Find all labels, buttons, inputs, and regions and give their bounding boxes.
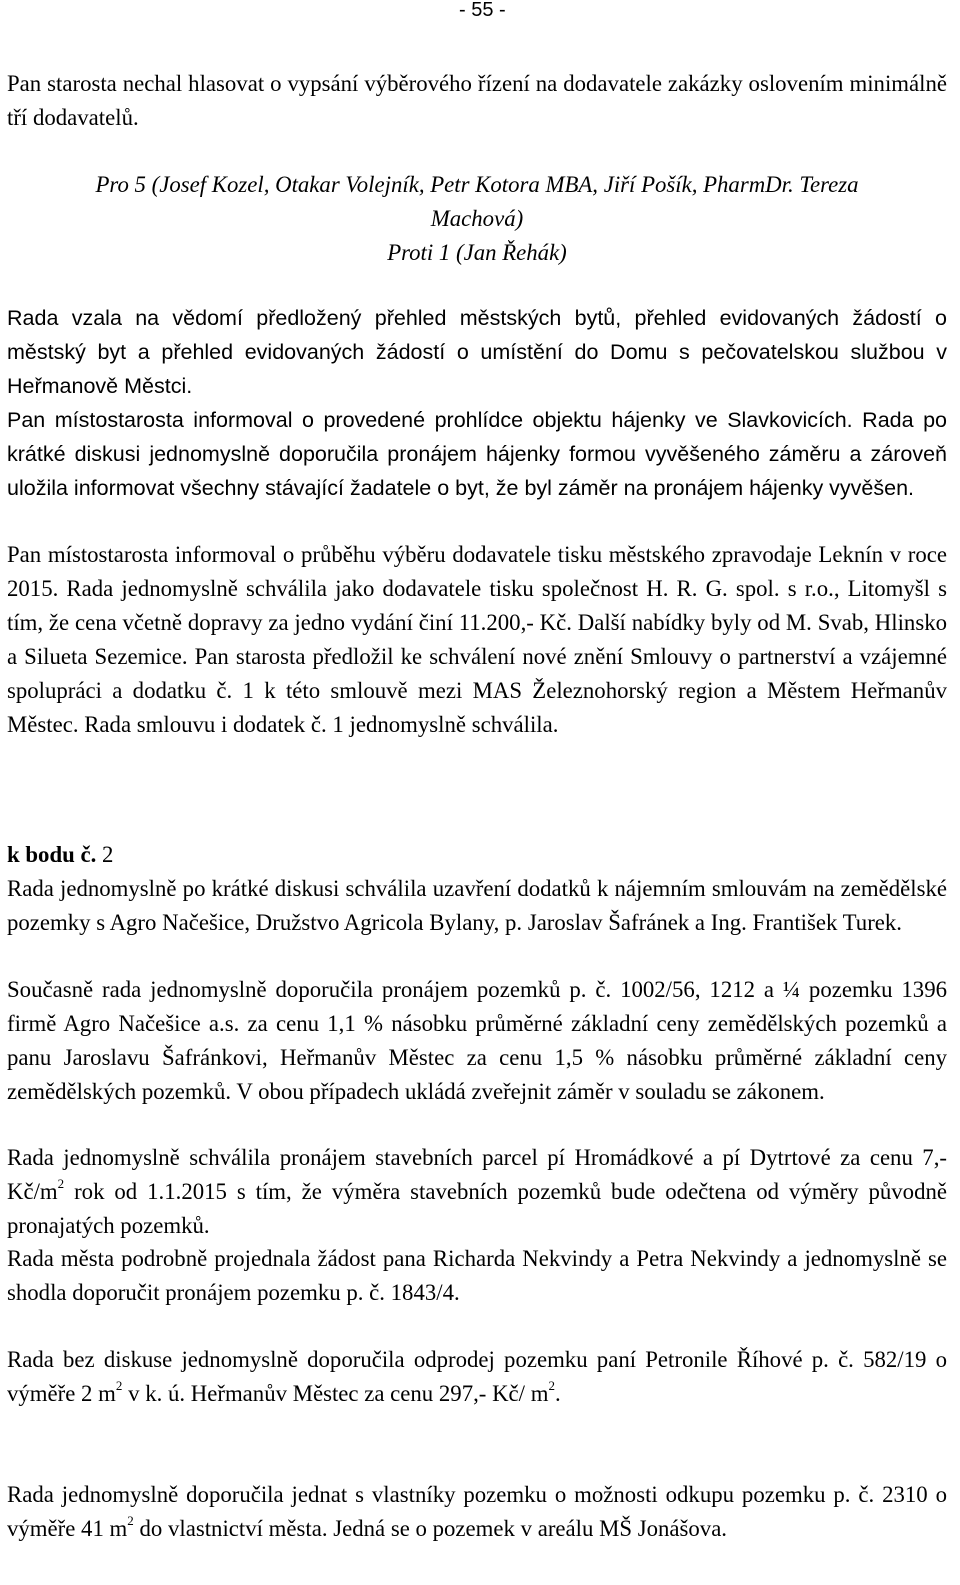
paragraph-sale-c: . (554, 1381, 561, 1406)
paragraph-tender-vote: Pan starosta nechal hlasovat o vypsání výběrového řízení na dodavatele zakázky oslovením minimálně tří dodavatelů. (7, 71, 947, 130)
paragraph-building-plots-a: Rada jednomyslně schválila pronájem stavebních parcel pí Hromádkové a pí Dytrtové za cenu 7,- Kč/m (7, 1145, 947, 1204)
paragraph-hajenka (7, 403, 947, 505)
paragraph-building-plots-b: rok od 1.1.2015 s tím, že výměra stavebních pozemků bude odečtena od výměry původně pronajatých pozemků. (7, 1179, 947, 1238)
paragraph-building-plots (7, 1141, 947, 1243)
page-number: - 55 - (459, 0, 506, 21)
paragraph-sale-a: Rada bez diskuse jednomyslně doporučila odprodej pozemku paní Petronile Říhové p. č. 582/19 o výměře 2 m (7, 1347, 947, 1406)
paragraph-housing-overview: Rada vzala na vědomí předložený přehled městských bytů, přehled evidovaných žádostí o městský byt a přehled evidovaných žádostí o umístění do Domu s pečovatelskou službou v Heřmanově Městci. (7, 306, 947, 398)
paragraph-purchase-a: Rada jednomyslně doporučila jednat s vlastníky pozemku o možnosti odkupu pozemku p. č. 2310 o výměře 41 m (7, 1482, 947, 1541)
superscript: 2 (57, 1176, 65, 1192)
vote-for: Pro 5 (Josef Kozel, Otakar Volejník, Petr Kotora MBA, Jiří Pošík, PharmDr. Tereza Machová) (95, 172, 859, 231)
paragraph-hajenka-decision: Rada po krátké diskusi jednomyslně doporučila pronájem hájenky formou vyvěšeného záměru a zároveň uložila informovat všechny stávající žadatele o byt, že byl záměr na pronájem hájenky vyvěšen. (7, 408, 947, 500)
vote-against: Proti 1 (Jan Řehák) (387, 240, 567, 265)
section-heading-number: 2 (96, 842, 114, 867)
superscript: 2 (127, 1513, 134, 1529)
section-heading-label: k bodu č. (7, 842, 97, 867)
superscript: 2 (548, 1378, 555, 1394)
paragraph-lease-amendments: Rada jednomyslně po krátké diskusi schválila uzavření dodatků k nájemním smlouvám na zemědělské pozemky s Agro Načešice, Družstvo Agricola Bylany, p. Jaroslav Šafránek a Ing. František Turek. (7, 876, 947, 935)
paragraph-zpravodaj: Pan místostarosta informoval o průběhu výběru dodavatele tisku městského zpravodaje Leknín v roce 2015. Rada jednomyslně schválila jako dodavatele tisku společnost H. R. G. spol. s r.o., Litomyšl s tím, že cena včetně dopravy za jedno vydání činí 11.200,- Kč. Další nabídky byly od M. Svab, Hlinsko a Silueta Sezemice. Pan starosta předložil ke schválení nové znění Smlouvy o partnerství a vzájemné spolupráci a dodatku č. 1 k této smlouvě mezi MAS Železnohorský region a Městem Heřmanův Městec. Rada smlouvu i dodatek č. 1 jednomyslně schválila. (7, 542, 947, 737)
paragraph-purchase (7, 1478, 947, 1546)
section-heading (7, 838, 113, 872)
paragraph-nekvinda: Rada města podrobně projednala žádost pana Richarda Nekvindy a Petra Nekvindy a jednomyslně se shodla doporučit pronájem pozemku p. č. 1843/4. (7, 1246, 947, 1305)
paragraph-purchase-b: do vlastnictví města. Jedná se o pozemek v areálu MŠ Jonášova. (133, 1516, 728, 1541)
paragraph-hajenka-intro: Pan místostarosta informoval o provedené prohlídce objektu hájenky ve Slavkovicích. (7, 408, 853, 432)
paragraph-sale-b: v k. ú. Heřmanův Městec za cenu 297,- Kč/ m (122, 1381, 549, 1406)
paragraph-land-lease: Současně rada jednomyslně doporučila pronájem pozemků p. č. 1002/56, 1212 a ¼ pozemku 1396 firmě Agro Načešice a.s. za cenu 1,1 % násobku průměrné základní ceny zemědělských pozemků a panu Jaroslavu Šafránkovi, Heřmanův Městec za cenu 1,5 % násobku průměrné základní ceny zemědělských pozemků. V obou případech ukládá zveřejnit záměr v souladu se zákonem. (7, 977, 947, 1104)
paragraph-sale (7, 1343, 947, 1411)
superscript: 2 (115, 1378, 123, 1394)
